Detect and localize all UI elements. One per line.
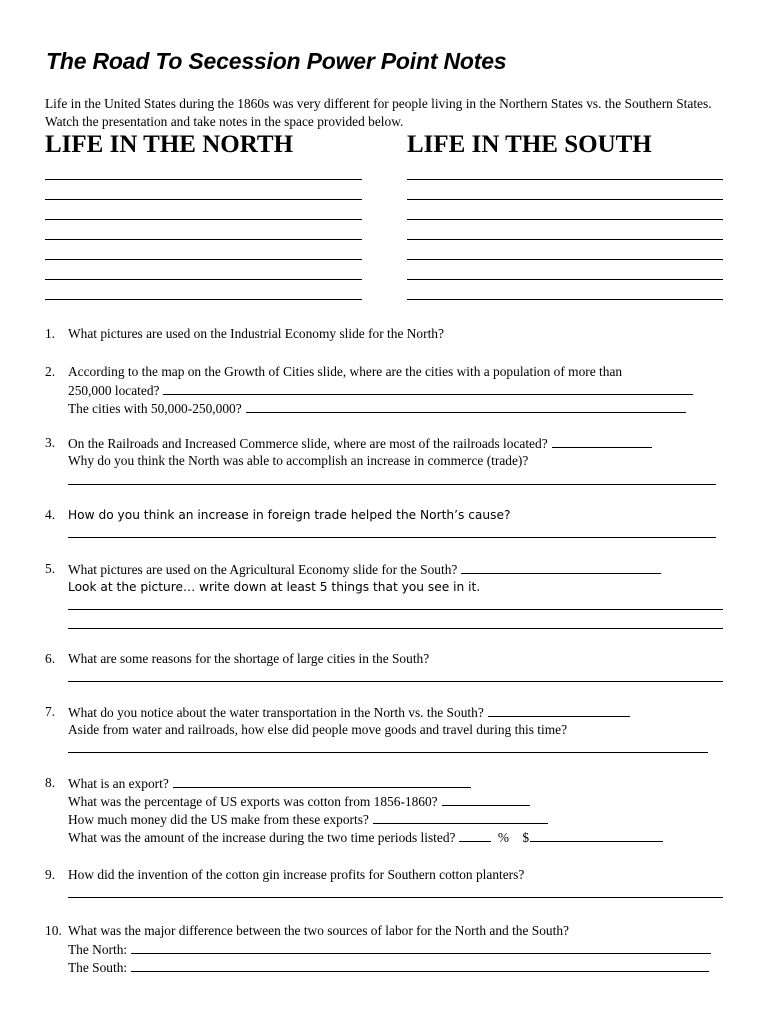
answer-blank[interactable] <box>442 792 530 806</box>
question-text: How do you think an increase in foreign trade helped the North’s cause? <box>68 508 511 522</box>
page-title: The Road To Secession Power Point Notes <box>46 48 507 74</box>
question-text: What is an export? <box>68 776 169 791</box>
question-8 <box>45 774 730 846</box>
note-line[interactable] <box>407 180 723 200</box>
answer-line[interactable] <box>68 681 723 682</box>
note-line[interactable] <box>45 260 362 280</box>
question-number: 6. <box>45 651 56 666</box>
question-number: 4. <box>45 507 56 522</box>
note-line[interactable] <box>407 220 723 240</box>
question-text: The North: <box>68 942 128 957</box>
question-text: The cities with 50,000-250,000? <box>68 401 242 416</box>
amount-blank[interactable] <box>530 828 663 842</box>
note-line[interactable] <box>45 160 362 180</box>
north-column-heading: LIFE IN THE NORTH <box>45 131 294 158</box>
note-line[interactable] <box>45 180 362 200</box>
question-3 <box>45 434 730 470</box>
question-number: 5. <box>45 561 56 576</box>
question-10 <box>45 922 730 976</box>
question-number: 2. <box>45 364 56 379</box>
question-text: The South: <box>68 960 128 975</box>
answer-line[interactable] <box>68 484 716 485</box>
question-2 <box>45 363 730 417</box>
answer-blank[interactable] <box>163 381 693 395</box>
answer-blank[interactable] <box>131 958 709 972</box>
note-line[interactable] <box>407 280 723 300</box>
question-number: 8. <box>45 775 56 790</box>
question-5 <box>45 560 730 596</box>
note-line[interactable] <box>45 200 362 220</box>
answer-line[interactable] <box>68 752 708 753</box>
question-text: Aside from water and railroads, how else did people move goods and travel during this time? <box>68 722 568 737</box>
answer-line[interactable] <box>68 628 723 629</box>
south-notes-lines <box>407 160 723 300</box>
question-text: What pictures are used on the Industrial Economy slide for the North? <box>68 326 444 341</box>
question-text: What pictures are used on the Agricultural Economy slide for the South? <box>68 562 458 577</box>
question-number: 10. <box>45 923 62 938</box>
answer-blank[interactable] <box>373 810 548 824</box>
south-column-heading: LIFE IN THE SOUTH <box>407 131 652 158</box>
question-text: What are some reasons for the shortage of large cities in the South? <box>68 651 430 666</box>
question-4 <box>45 506 730 524</box>
question-1 <box>45 325 730 343</box>
answer-blank[interactable] <box>488 703 630 717</box>
note-line[interactable] <box>45 280 362 300</box>
note-line[interactable] <box>407 260 723 280</box>
answer-line[interactable] <box>68 537 716 538</box>
question-6 <box>45 650 730 668</box>
answer-blank[interactable] <box>173 774 471 788</box>
question-text: Why do you think the North was able to accomplish an increase in commerce (trade)? <box>68 453 529 468</box>
answer-blank[interactable] <box>246 399 686 413</box>
intro-paragraph: Life in the United States during the 1860s was very different for people living in the Northern States vs. the Southern States. Watch the presentation and take notes in the space provided below. <box>45 96 712 129</box>
percent-blank[interactable] <box>459 828 491 842</box>
question-text: How much money did the US make from these exports? <box>68 812 369 827</box>
question-text: 250,000 located? <box>68 383 160 398</box>
note-line[interactable] <box>45 220 362 240</box>
note-line[interactable] <box>407 240 723 260</box>
answer-blank[interactable] <box>552 434 652 448</box>
note-line[interactable] <box>45 240 362 260</box>
question-text: On the Railroads and Increased Commerce slide, where are most of the railroads located? <box>68 436 548 451</box>
question-number: 7. <box>45 704 56 719</box>
north-notes-lines <box>45 160 362 300</box>
answer-blank[interactable] <box>461 560 661 574</box>
answer-line[interactable] <box>68 609 723 610</box>
question-text: Look at the picture… write down at least 5 things that you see in it. <box>68 580 481 594</box>
question-text: What was the major difference between the two sources of labor for the North and the South? <box>68 923 569 938</box>
answer-line[interactable] <box>68 897 723 898</box>
note-line[interactable] <box>407 160 723 180</box>
question-number: 3. <box>45 435 56 450</box>
note-line[interactable] <box>407 200 723 220</box>
question-text: What do you notice about the water transportation in the North vs. the South? <box>68 705 484 720</box>
answer-blank[interactable] <box>131 940 711 954</box>
question-9 <box>45 866 730 884</box>
question-number: 1. <box>45 326 56 341</box>
question-number: 9. <box>45 867 56 882</box>
question-text: What was the amount of the increase during the two time periods listed? <box>68 830 456 845</box>
question-7 <box>45 703 730 739</box>
question-text: How did the invention of the cotton gin increase profits for Southern cotton planters? <box>68 867 525 882</box>
percent-sign: % <box>497 830 509 845</box>
question-text: According to the map on the Growth of Cities slide, where are the cities with a population of more than <box>68 364 623 379</box>
dollar-sign: $ <box>522 830 530 845</box>
question-text: What was the percentage of US exports was cotton from 1856-1860? <box>68 794 438 809</box>
